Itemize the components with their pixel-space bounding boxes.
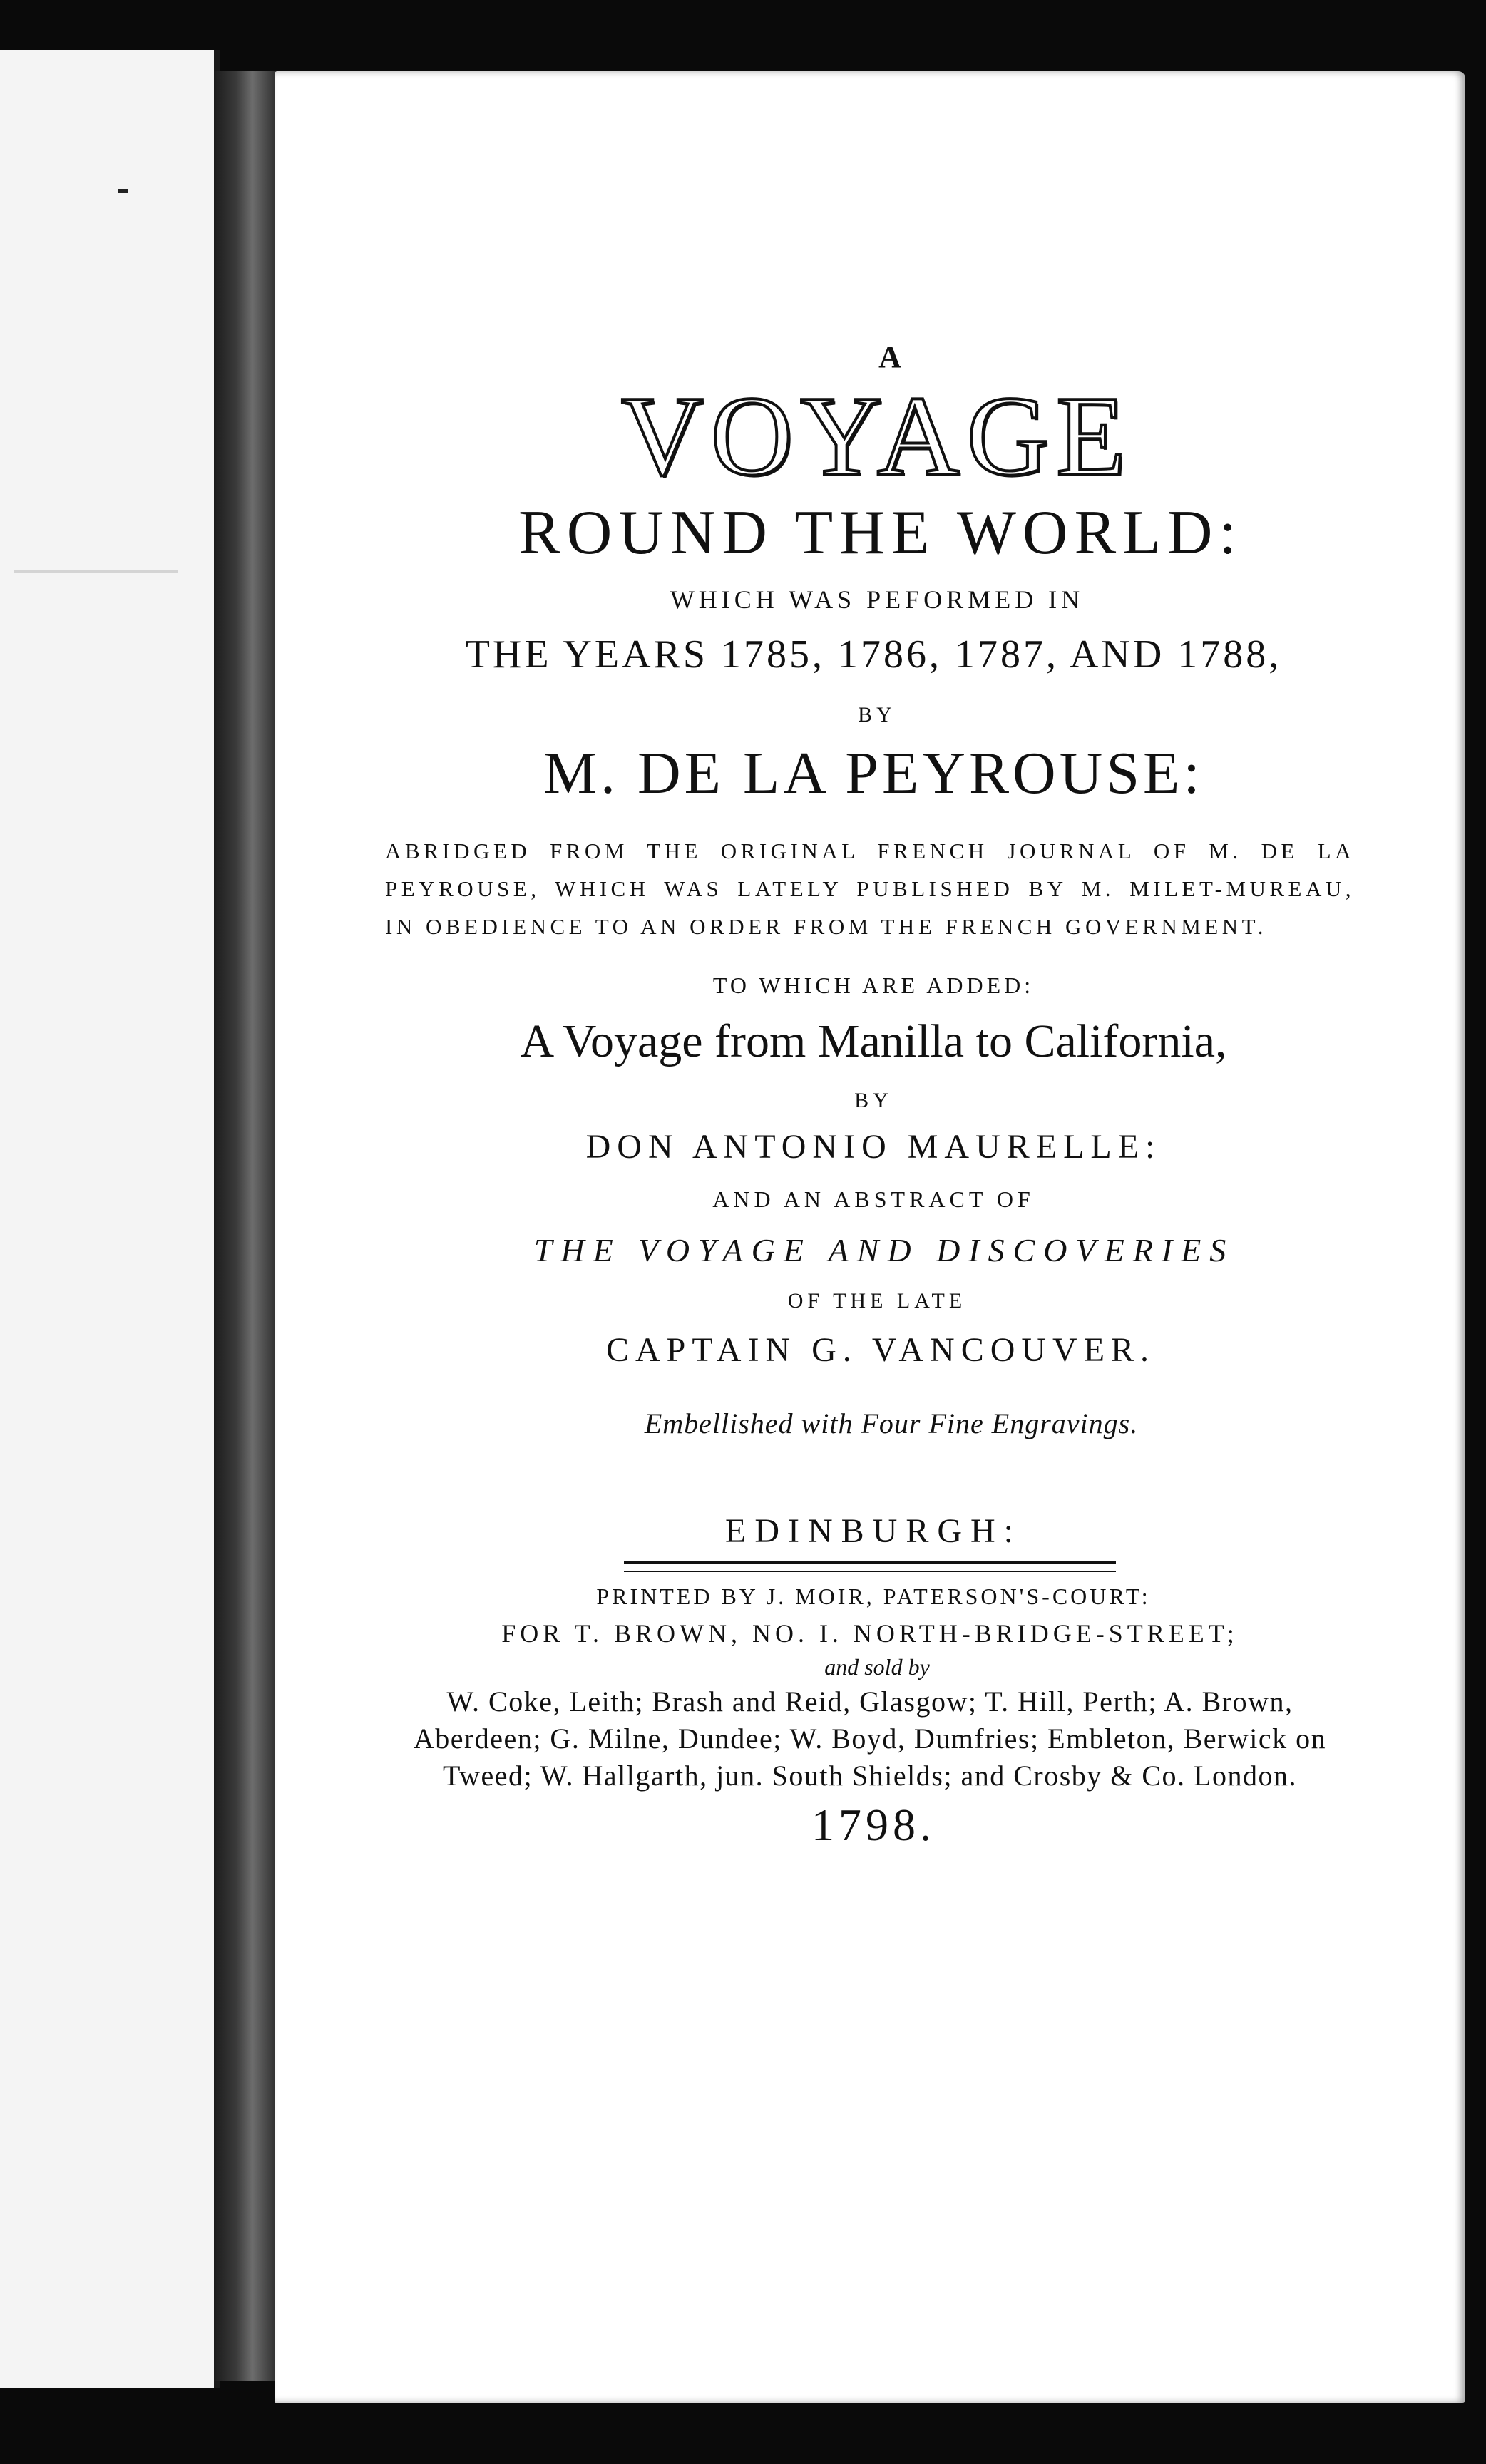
sold-by-line: and sold by xyxy=(824,1654,930,1680)
by-line: BY xyxy=(858,703,896,727)
title-page xyxy=(275,71,1465,2403)
printer-line: PRINTED BY J. MOIR, PATERSON'S-COURT: xyxy=(596,1583,1151,1609)
imprint-city: EDINBURGH: xyxy=(725,1512,1022,1550)
main-title: VOYAGE xyxy=(621,372,1133,499)
ink-mark xyxy=(118,189,128,192)
third-author-name: CAPTAIN G. VANCOUVER. xyxy=(605,1331,1156,1369)
performed-line: WHICH WAS PEFORMED IN xyxy=(670,585,1085,614)
title-article: A xyxy=(878,339,904,374)
engravings-note: Embellished with Four Fine Engravings. xyxy=(644,1407,1139,1439)
abstract-line: AND AN ABSTRACT OF xyxy=(712,1186,1035,1212)
title-page-text xyxy=(275,339,1465,1852)
book-gutter xyxy=(214,71,278,2381)
second-work-title: A Voyage from Manilla to California, xyxy=(520,1015,1227,1067)
facing-page-edge xyxy=(0,50,220,2388)
booksellers-list: W. Coke, Leith; Brash and Reid, Glasgow; T. Hill, Perth; A. Brown, Aberdeen; G. Milne, Dundee; W. Boyd, Dumfries; Embleton, Berwick on Tweed; W. Hallgarth, jun. South Shields; and Crosby & Co. London. xyxy=(413,1685,1327,1792)
subtitle: ROUND THE WORLD: xyxy=(518,498,1243,568)
added-heading: TO WHICH ARE ADDED: xyxy=(712,972,1035,998)
author-name: M. DE LA PEYROUSE: xyxy=(543,740,1204,806)
show-through-text xyxy=(14,513,178,573)
double-rule-divider xyxy=(624,1561,1116,1572)
second-author-name: DON ANTONIO MAURELLE: xyxy=(585,1128,1162,1166)
by-line-2: BY xyxy=(854,1089,893,1112)
years-line: THE YEARS 1785, 1786, 1787, AND 1788, xyxy=(465,632,1282,677)
abridged-note: ABRIDGED FROM THE ORIGINAL FRENCH JOURNAL OF M. DE LA PEYROUSE, WHICH WAS LATELY PUBLISHED BY M. MILET-MUREAU, IN OBEDIENCE TO AN ORDER FROM THE FRENCH GOVERNMENT. xyxy=(385,838,1355,939)
late-line: OF THE LATE xyxy=(787,1289,967,1313)
third-work-title: THE VOYAGE AND DISCOVERIES xyxy=(533,1232,1235,1268)
publication-year: 1798. xyxy=(811,1800,936,1850)
publisher-line: FOR T. BROWN, NO. I. NORTH-BRIDGE-STREET; xyxy=(501,1619,1239,1648)
